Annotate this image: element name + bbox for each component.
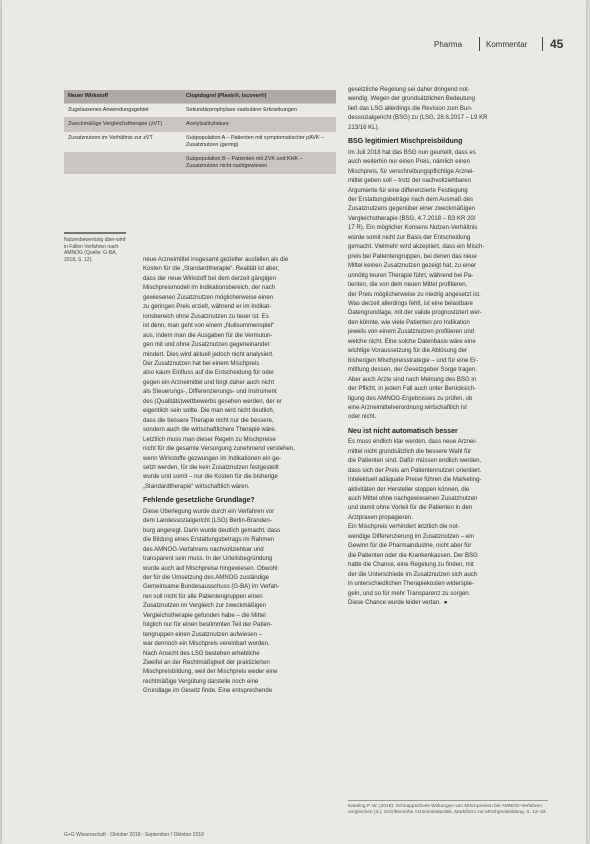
text-line: dass die bessere Therapie nicht nur die bessere, [143,417,274,424]
text-line: Zusatznutzen im Vergleich zur zweckmäßigen [143,603,267,610]
text-line: Diese Überlegung wurde durch ein Verfahren vor [143,508,275,515]
text-line: den könnte, wie viele Patienten pro Indikation [348,319,470,326]
text-line: hatte die Chance, eine Regelung zu finden, mit [348,562,474,569]
text-line: aktivitäten der Hersteller stoppen können, die [348,486,470,493]
text-line: nicht für die gesamte Versorgung zunehmend verstehen, [143,446,295,453]
text-line: ionsbereich ohne Zusatznutzen zu teuer ist. Es [143,313,269,320]
text-line: Grundlage im Gesetz finde. Eine entsprechende [143,688,273,695]
text-line: Kosten für die „Standardtherapie“. Realität ist aber, [143,266,280,273]
reference-footnote: Kaeding P. W. (2018): Schnappschuss-Wirkungen von Mischpreisen bei AMNOG-Verfahren vergleichen (3.): Schriftenreihe Arzneimittelpolitik, Marktform zur Mischpreisbildung, S. 12–33. [348,800,548,816]
table-row [64,90,336,104]
section-label: Pharma [434,40,463,49]
text-line: ren soll nicht für alle Patientengruppen einen [143,593,263,600]
text-line: der die Unterschiede im Zusatznutzen sich auch [348,571,478,578]
header-divider [479,37,480,51]
table-row [64,132,336,153]
text-line: Gewinn für die Pharmaindustrie, nicht aber für [348,543,472,550]
text-line: Im Juli 2018 hat das BSG nun geurteilt, dass es [348,149,476,156]
table-cell-value: Clopidogrel (Plavix®, Iscover®) [182,90,336,104]
text-line: wendig. Wegen der grundsätzlichen Bedeutung [348,96,475,103]
text-line: sondern auch die wirtschaftlichere Therapie wäre. [143,427,277,434]
text-line: geln, und so für mehr Transparenz zu sorgen. [348,590,471,597]
text-line: wurde auch auf Mischpreise hingewiesen. Obwohl [143,565,278,572]
running-header [434,37,574,51]
section-heading: Neu ist nicht automatisch besser [348,427,458,435]
table-cell-label: Zugelassenes Anwendungsgebiet [64,104,182,118]
text-line: dem Landessozialgericht (LSG) Berlin-Branden- [143,518,272,525]
text-line: gesetzliche Regelung sei daher dringend not- [348,87,470,93]
article-column-right [348,86,548,608]
text-line: dass der neue Wirkstoff bei dem derzeit gängigen [143,275,276,282]
text-line: transparent sein muss. In der Urteilsbegründung [143,556,273,563]
text-line: 17 R). Ein möglicher Konsens Nutzen-Verhältnis [348,225,478,232]
text-line: die Patienten oder die Krankenkassen. Der BSG [348,552,478,559]
text-line: auch weiterhin nur einen Preis, nämlich einen [348,159,471,166]
text-line: rechtmäßige Vergütung darstelle noch eine [143,678,259,685]
text-line: „Standardtherapie“ wirtschaftlich wären. [143,483,250,490]
text-line: Ein Mischpreis verhindert letztlich die not- [348,524,460,531]
text-line: der Preis möglicherweise zu niedrig angesetzt ist. [348,291,481,298]
text-line: des (Qualitäts)wettbewerbs gesehen werden, der er [143,398,282,405]
text-line: zu geringen Preis erzielt, während er im Indikat- [143,304,272,311]
text-line: die Patienten sind. Dafür müssen endlich werden, [348,458,482,465]
table-row [64,104,336,118]
category-label: Kommentar [486,40,528,49]
table-cell-value: Subpopulation B – Patienten mit ZVK und KHK – Zusatznutzen nicht nachgewiesen [182,153,336,174]
text-line: also kaum Einfluss auf die Entscheidung für oder [143,370,275,377]
magazine-page [2,0,586,844]
table-cell-value: Subpopulation A – Patienten mit symptomatischer pAVK – Zusatznutzen (gering) [182,132,336,153]
page-footer: G+G Wissenschaft · Oktober 2018 · September / Oktober 2018 [64,832,204,838]
text-line: Letztlich muss man dieser Regeln zu Mischpreise [143,436,276,443]
text-line: in unterschiedlichen Therapiekosten widerspie- [348,581,474,588]
text-line: Datengrundlage, mit der valide prognostiziert wer- [348,310,482,317]
table-cell-label [64,153,182,174]
table-row [64,118,336,132]
article-column-middle [143,256,343,697]
text-line: oder nicht. [348,414,377,421]
text-line: mindert. Dies wird aktuell jedoch nicht analysiert. [143,351,274,358]
text-line: dessozialgericht (BSG) zu (LSG, 28.6.2017 – L9 KR [348,115,488,122]
text-line: jeweils von einem Zusatznutzen profitieren und [348,329,475,336]
section-heading: Fehlende gesetzliche Grundlage? [143,497,255,505]
text-line: Intelektuell adäquate Preise führen die Marketing- [348,477,482,484]
table-row [64,153,336,174]
header-divider [542,37,543,51]
text-line: gewiesenen Zusatznutzen möglicherweise einen [143,294,274,301]
end-mark-icon: ● [443,600,448,607]
text-line: der Erstattungsbeträge nach dem Ausmaß des [348,196,474,203]
text-line: ist denn, man geht von einem „Nullsummenspiel“ [143,323,275,330]
text-line: wichtige Voraussetzung für die Ablösung der [348,348,467,355]
text-line: mittel nicht grundsätzlich die bessere Wahl für [348,448,472,455]
text-line: Vergleichstherapie (BSG, 4.7.2018 – B3 KR 20/ [348,215,476,222]
text-line: setzt werden, für die kein Zusatznutzen festgestellt [143,464,279,471]
text-line: als Steuerungs-, Differenzierungs- und Instrument [143,389,277,396]
text-line: Mischpreisbildung, weil der Mischpreis weder eine [143,669,278,676]
text-line: preis bei Patientengruppen, bei denen das neue [348,253,477,260]
page-number: 45 [550,37,564,51]
text-line: Was derzeit allerdings fehlt, ist eine belastbare [348,300,473,307]
text-line: Arztpraxen propagieren. [348,514,413,521]
text-line: folglich nur für einen bestimmten Teil der Patien- [143,622,273,629]
text-line: wenn Wirkstoffe gezwungen im Indikationen ein ge- [143,455,282,462]
table-caption: Nutzenbewertung über-wird in Fällen Verfahren nach AMNOG (Quelle: G-BA, 2018, S. 12). [64,232,126,263]
text-line: ließ das LSG allerdings die Revision zum Bun- [348,105,473,112]
table-cell-label: Neuer Wirkstoff [64,90,182,104]
text-line: burg angeregt. Darin wurde deutlich gemacht, dass [143,527,281,534]
text-line: unnötig teuren Therapie führt, während bei Pa- [348,272,474,279]
drug-info-table [64,90,336,174]
text-line: gemacht. Vielmehr wird akzeptiert, dass ein Misch- [348,244,485,251]
text-line: wurde und somit – nur die Kosten für die bisherige [143,474,278,481]
text-line: dass sich der Preis am Patientennutzen orientiert. [348,467,482,474]
section-heading: BSG legitimiert Mischpreisbildung [348,138,463,146]
text-line: Es muss endlich klar werden, dass neue Arznei- [348,439,477,446]
text-line: Gemeinsame Bundesausschuss (G-BA) im Verfah- [143,584,280,591]
text-line: aus, indem man die Ausgaben für die Vermutun- [143,332,273,339]
text-line: tigung des AMNOG-Ergebnisses zu prüfen, ob [348,395,473,402]
text-line: des AMNOG-Verfahrens nachvollziehbar und [143,546,264,553]
text-line: Nach Ansicht des LSG bestehen erhebliche [143,650,260,657]
text-line: welche nicht. Eine solche Datenbasis wäre eine [348,338,476,345]
text-line: die Bildung eines Erstattungsbetrags im Rahmen [143,537,275,544]
text-line: gen mit und ohne Zusatznutzen gegeneinander [143,342,270,349]
text-line: 213/16 KL). [348,124,380,131]
text-line: neue Arzneimittel insgesamt gezielter ausfallen als die [143,257,289,263]
text-line: würde somit nicht zur Basis der Entscheidung [348,234,471,241]
text-line: Argumente für eine differenzierte Festlegung [348,187,468,194]
text-line: Mischpreis, für verschreibungspflichtige Arznei- [348,168,475,175]
text-line: Vergleichstherapie gefunden habe – die Mittel [143,612,266,619]
text-line: Zweifel an der Rechtmäßigkeit der praktizierten [143,660,270,667]
text-line: bisherigen Mischpreisstrategie – und für eine Er- [348,357,479,364]
text-line: und damit ohne Vorteil für die Patienten in den [348,505,473,512]
text-line: Aber auch Ärzte sind nach Meinung des BSG in [348,376,477,383]
table-cell-label: Zusatznutzen im Verhältnis zur zVT [64,132,182,153]
text-line: Mittel keinen Zusatznutzen gezeigt hat, zu einer [348,263,477,270]
text-line: wendige Differenzierung im Zusatznutzen – ein [348,533,474,540]
text-line: der Pflicht, in jedem Fall auch unter Berücksich- [348,386,477,393]
text-line: eine Arzneimittelverordnung wirtschaftlich ist [348,404,467,411]
text-line: eigentlich sein sollte. Die man wird nicht deutlich, [143,408,275,415]
text-line: Zusatznutzens gegenüber einer zweckmäßigen [348,206,476,213]
text-line: Mischpreismodell im Indikationsbereich, der nach [143,285,276,292]
table-cell-value: Sekundärprophylaxe vaskulärer Erkrankungen [182,104,336,118]
text-line: auch Mittel ohne nachgewiesenen Zusatznutzen [348,496,478,503]
text-line: war dennoch ein Mischpreis vereinbart worden. [143,641,270,648]
text-line: tengruppen einen Zusatznutzen aufwiesen – [143,631,263,638]
text-line: der für die Umsetzung des AMNOG zuständige [143,574,270,581]
table-cell-label: Zweckmäßige Vergleichstherapie (zVT) [64,118,182,132]
text-line: mittlung dessen, der Gesetzgeber Sorge tragen. [348,367,478,374]
text-line: mittel geben soll – trotz der nachvollziehbaren [348,178,472,185]
table-cell-value: Acetylsalicylsäure [182,118,336,132]
text-line: tienten, die von dem neuen Mittel profitieren, [348,282,468,289]
text-line: gegen ein Arzneimittel und birgt daher auch nicht [143,379,275,386]
text-line: Diese Chance wurde leider vertan. [348,600,441,607]
text-line: Der Zusatznutzen hat bei einem Mischpreis [143,360,260,367]
